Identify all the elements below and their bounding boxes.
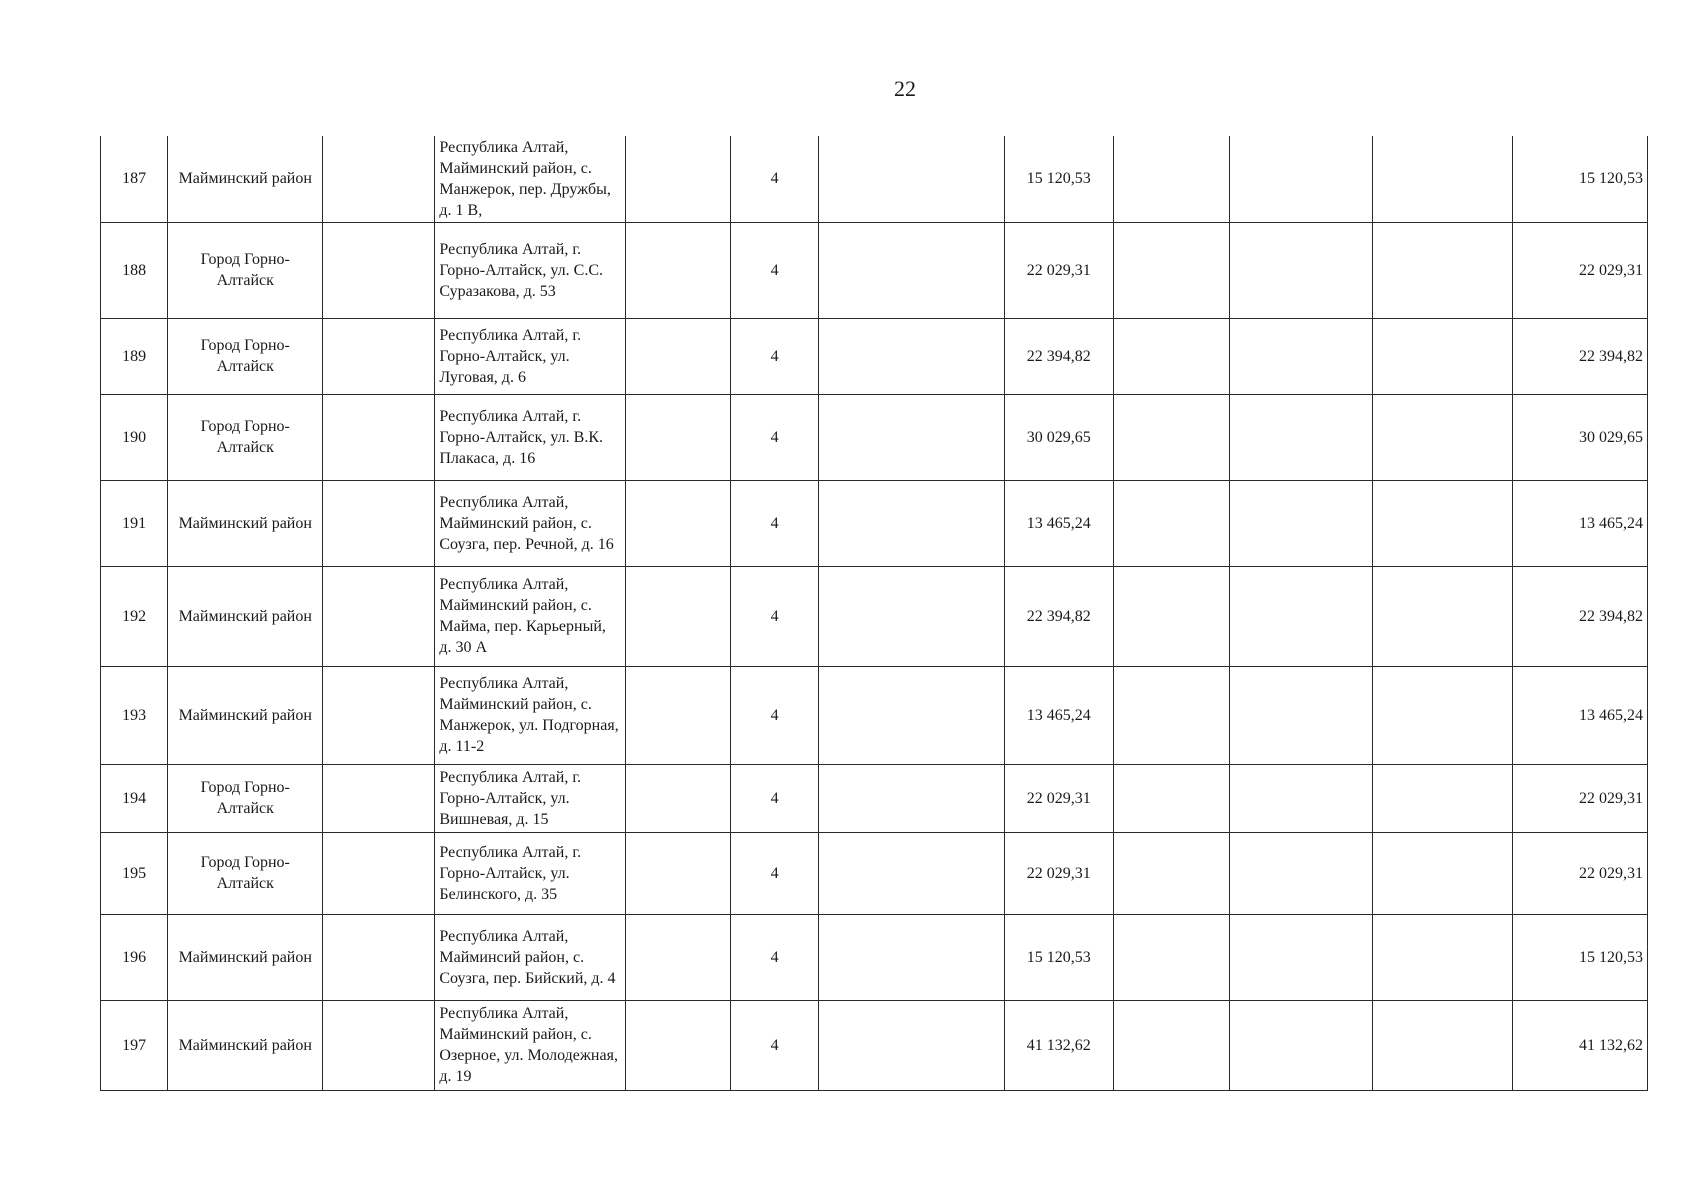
empty-cell — [323, 566, 435, 666]
amount-cell: 41 132,62 — [1004, 1000, 1113, 1090]
empty-cell — [1230, 566, 1373, 666]
table-row — [101, 394, 1648, 480]
empty-cell — [1373, 832, 1513, 914]
table-row — [101, 914, 1648, 1000]
district-cell: Майминский район — [168, 914, 323, 1000]
empty-cell — [818, 394, 1004, 480]
total-cell: 22 029,31 — [1513, 832, 1648, 914]
empty-cell — [818, 318, 1004, 394]
count-cell: 4 — [731, 222, 819, 318]
empty-cell — [323, 318, 435, 394]
empty-cell — [323, 394, 435, 480]
empty-cell — [625, 1000, 731, 1090]
district-cell: Город Горно-Алтайск — [168, 394, 323, 480]
count-cell: 4 — [731, 914, 819, 1000]
row-number: 187 — [101, 136, 168, 222]
amount-cell: 15 120,53 — [1004, 136, 1113, 222]
empty-cell — [625, 566, 731, 666]
empty-cell — [1113, 666, 1229, 764]
row-number: 193 — [101, 666, 168, 764]
empty-cell — [818, 480, 1004, 566]
empty-cell — [625, 394, 731, 480]
amount-cell: 13 465,24 — [1004, 666, 1113, 764]
count-cell: 4 — [731, 394, 819, 480]
total-cell: 41 132,62 — [1513, 1000, 1648, 1090]
row-number: 196 — [101, 914, 168, 1000]
empty-cell — [625, 136, 731, 222]
empty-cell — [1113, 394, 1229, 480]
table-row — [101, 1000, 1648, 1090]
address-cell: Республика Алтай, Майминсий район, с. Соузга, пер. Бийский, д. 4 — [435, 914, 625, 1000]
empty-cell — [1230, 1000, 1373, 1090]
empty-cell — [818, 832, 1004, 914]
empty-cell — [1373, 666, 1513, 764]
total-cell: 22 029,31 — [1513, 222, 1648, 318]
registry-table-body — [101, 136, 1648, 1090]
address-cell: Республика Алтай, г. Горно-Алтайск, ул. В.К. Плакаса, д. 16 — [435, 394, 625, 480]
amount-cell: 22 394,82 — [1004, 318, 1113, 394]
empty-cell — [625, 222, 731, 318]
empty-cell — [1373, 914, 1513, 1000]
table-row — [101, 480, 1648, 566]
empty-cell — [818, 136, 1004, 222]
district-cell: Майминский район — [168, 566, 323, 666]
table-row — [101, 136, 1648, 222]
district-cell: Майминский район — [168, 1000, 323, 1090]
row-number: 192 — [101, 566, 168, 666]
total-cell: 15 120,53 — [1513, 136, 1648, 222]
row-number: 197 — [101, 1000, 168, 1090]
total-cell: 15 120,53 — [1513, 914, 1648, 1000]
empty-cell — [1230, 480, 1373, 566]
empty-cell — [1113, 914, 1229, 1000]
table-row — [101, 222, 1648, 318]
empty-cell — [818, 566, 1004, 666]
empty-cell — [1113, 832, 1229, 914]
total-cell: 30 029,65 — [1513, 394, 1648, 480]
empty-cell — [818, 222, 1004, 318]
empty-cell — [323, 136, 435, 222]
table-row — [101, 764, 1648, 832]
empty-cell — [625, 480, 731, 566]
empty-cell — [323, 666, 435, 764]
amount-cell: 22 029,31 — [1004, 764, 1113, 832]
empty-cell — [625, 666, 731, 764]
count-cell: 4 — [731, 136, 819, 222]
table-row — [101, 666, 1648, 764]
total-cell: 22 394,82 — [1513, 566, 1648, 666]
empty-cell — [1230, 666, 1373, 764]
district-cell: Город Горно-Алтайск — [168, 832, 323, 914]
amount-cell: 22 029,31 — [1004, 222, 1113, 318]
row-number: 195 — [101, 832, 168, 914]
district-cell: Майминский район — [168, 666, 323, 764]
empty-cell — [625, 914, 731, 1000]
address-cell: Республика Алтай, г. Горно-Алтайск, ул. Белинского, д. 35 — [435, 832, 625, 914]
empty-cell — [1230, 136, 1373, 222]
table-row — [101, 318, 1648, 394]
empty-cell — [625, 318, 731, 394]
count-cell: 4 — [731, 666, 819, 764]
empty-cell — [818, 666, 1004, 764]
count-cell: 4 — [731, 480, 819, 566]
empty-cell — [625, 764, 731, 832]
count-cell: 4 — [731, 832, 819, 914]
empty-cell — [1373, 1000, 1513, 1090]
count-cell: 4 — [731, 318, 819, 394]
count-cell: 4 — [731, 1000, 819, 1090]
amount-cell: 30 029,65 — [1004, 394, 1113, 480]
address-cell: Республика Алтай, Майминский район, с. Майма, пер. Карьерный, д. 30 А — [435, 566, 625, 666]
empty-cell — [1230, 394, 1373, 480]
empty-cell — [1373, 136, 1513, 222]
empty-cell — [1373, 394, 1513, 480]
empty-cell — [1113, 136, 1229, 222]
empty-cell — [323, 1000, 435, 1090]
address-cell: Республика Алтай, Майминский район, с. Соузга, пер. Речной, д. 16 — [435, 480, 625, 566]
empty-cell — [1373, 318, 1513, 394]
empty-cell — [1373, 480, 1513, 566]
empty-cell — [1230, 222, 1373, 318]
amount-cell: 22 029,31 — [1004, 832, 1113, 914]
empty-cell — [323, 764, 435, 832]
district-cell: Город Горно-Алтайск — [168, 764, 323, 832]
district-cell: Майминский район — [168, 480, 323, 566]
table-row — [101, 566, 1648, 666]
empty-cell — [1113, 222, 1229, 318]
count-cell: 4 — [731, 566, 819, 666]
empty-cell — [323, 222, 435, 318]
row-number: 191 — [101, 480, 168, 566]
empty-cell — [1230, 764, 1373, 832]
amount-cell: 15 120,53 — [1004, 914, 1113, 1000]
empty-cell — [323, 832, 435, 914]
row-number: 194 — [101, 764, 168, 832]
empty-cell — [1113, 318, 1229, 394]
empty-cell — [818, 1000, 1004, 1090]
total-cell: 13 465,24 — [1513, 666, 1648, 764]
row-number: 188 — [101, 222, 168, 318]
address-cell: Республика Алтай, Майминский район, с. Манжерок, пер. Дружбы, д. 1 В, — [435, 136, 625, 222]
empty-cell — [323, 480, 435, 566]
registry-table — [100, 136, 1648, 1091]
empty-cell — [1373, 566, 1513, 666]
empty-cell — [818, 914, 1004, 1000]
district-cell: Город Горно-Алтайск — [168, 318, 323, 394]
total-cell: 13 465,24 — [1513, 480, 1648, 566]
district-cell: Майминский район — [168, 136, 323, 222]
empty-cell — [1230, 832, 1373, 914]
total-cell: 22 394,82 — [1513, 318, 1648, 394]
empty-cell — [818, 764, 1004, 832]
amount-cell: 13 465,24 — [1004, 480, 1113, 566]
empty-cell — [1230, 914, 1373, 1000]
address-cell: Республика Алтай, г. Горно-Алтайск, ул. Луговая, д. 6 — [435, 318, 625, 394]
page-number: 22 — [894, 76, 916, 101]
empty-cell — [323, 914, 435, 1000]
empty-cell — [1113, 1000, 1229, 1090]
address-cell: Республика Алтай, г. Горно-Алтайск, ул. С.С. Суразакова, д. 53 — [435, 222, 625, 318]
amount-cell: 22 394,82 — [1004, 566, 1113, 666]
district-cell: Город Горно-Алтайск — [168, 222, 323, 318]
empty-cell — [1113, 480, 1229, 566]
empty-cell — [1113, 566, 1229, 666]
count-cell: 4 — [731, 764, 819, 832]
empty-cell — [625, 832, 731, 914]
empty-cell — [1230, 318, 1373, 394]
address-cell: Республика Алтай, Майминский район, с. Озерное, ул. Молодежная, д. 19 — [435, 1000, 625, 1090]
empty-cell — [1113, 764, 1229, 832]
empty-cell — [1373, 222, 1513, 318]
total-cell: 22 029,31 — [1513, 764, 1648, 832]
table-row — [101, 832, 1648, 914]
row-number: 190 — [101, 394, 168, 480]
address-cell: Республика Алтай, Майминский район, с. Манжерок, ул. Подгорная, д. 11-2 — [435, 666, 625, 764]
empty-cell — [1373, 764, 1513, 832]
row-number: 189 — [101, 318, 168, 394]
address-cell: Республика Алтай, г. Горно-Алтайск, ул. Вишневая, д. 15 — [435, 764, 625, 832]
